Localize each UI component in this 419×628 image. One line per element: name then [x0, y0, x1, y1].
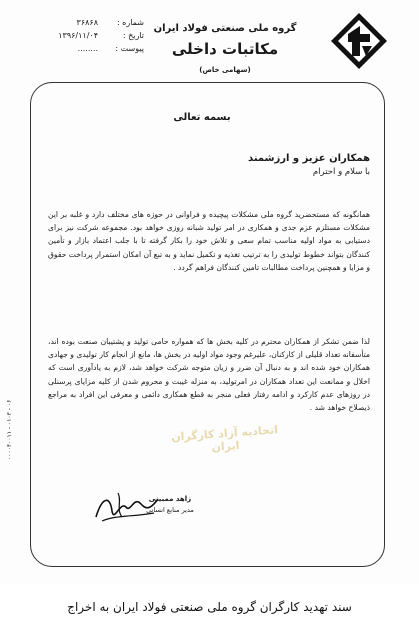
letter-number: ۳۶۸۶۸: [76, 18, 98, 27]
signer-title: مدیر منابع انسانی: [146, 506, 194, 514]
meta-label: تاریخ :: [122, 31, 144, 40]
department-title: مکاتبات داخلی: [171, 40, 279, 58]
watermark-stamp: اتحادیه آزاد کارگران ایران: [170, 423, 279, 454]
signer-name: زاهد ممبینی: [148, 495, 192, 503]
salutation: همکاران عزیز و ارزشمند: [248, 153, 370, 164]
letter-date: ۱۳۹۶/۱۱/۰۴: [58, 31, 98, 40]
meta-date-row: [24, 31, 144, 44]
image-caption: سند تهدید کارگران گروه ملی صنعتی فولاد ایران به اخراج: [67, 600, 352, 614]
letter-meta: [24, 18, 144, 57]
meta-label: پیوست :: [115, 44, 144, 53]
letter-attachment: ........: [77, 44, 98, 53]
company-logo: [330, 12, 388, 70]
body-paragraph-2: لذا ضمن تشکر از همکاران محترم در کلیه بخش ها که همواره حامی تولید و پشتیبان صنعت بوده اند، متأسفانه تعداد قلیلی از کارکنان، علیرغم وجود مواد اولیه در بخش ها، مانع از انجام کار تولیدی و جهادی همکاران خود شده اند و به دنبال آن ضرر و زیان متوجه شرکت خواهد شد، لازم به یادآوری است که اخلال و ممانعت این تعداد همکاران در امرتولید، به منزله غیبت و محروم شدن از کلیه مزایای پرسنلی در روزهای عدم کارکرد و ادامه رفتار فعلی منجر به قطع همکاری دائمی و معرفی این افراد به مراجع ذیصلاح خواهد شد .: [48, 337, 370, 413]
meta-label: شماره :: [116, 18, 144, 27]
meta-attachment-row: [24, 44, 144, 57]
organization-name: گروه ملی صنعتی فولاد ایران: [153, 23, 297, 34]
greeting: با سلام و احترام: [312, 167, 370, 177]
meta-number-row: [24, 18, 144, 31]
company-type: (سهامی خاص): [199, 66, 251, 74]
body-paragraph-1: همانگونه که مستحضرید گروه ملی مشکلات پیچیده و فراوانی در حوزه های مختلف دارد و غلبه بر این مشکلات مستلزم عزم جدی و همکاری در امر تولید شبانه روزی خواهد بود. مجموعه شرکت نیز برای دستیابی به مواد اولیه مناسب تمام سعی و تلاش خود را بکار گرفته تا با جلب اعتماد بازار و تأمین کنندگان بتواند خطوط تولیدی را به ترتیب تغذیه و تکمیل نماید و به تبع آن امکان استمرار پرداخت حقوق و مزایا و همچنین پرداخت مطالبات تامین کنندگان فراهم گردد .: [48, 210, 370, 272]
form-code: ۰۰۰۰۳۰۰۱۱ - ۰۱۰۳ - ۰۶: [6, 399, 13, 460]
invocation: بسمه تعالی: [173, 112, 231, 123]
